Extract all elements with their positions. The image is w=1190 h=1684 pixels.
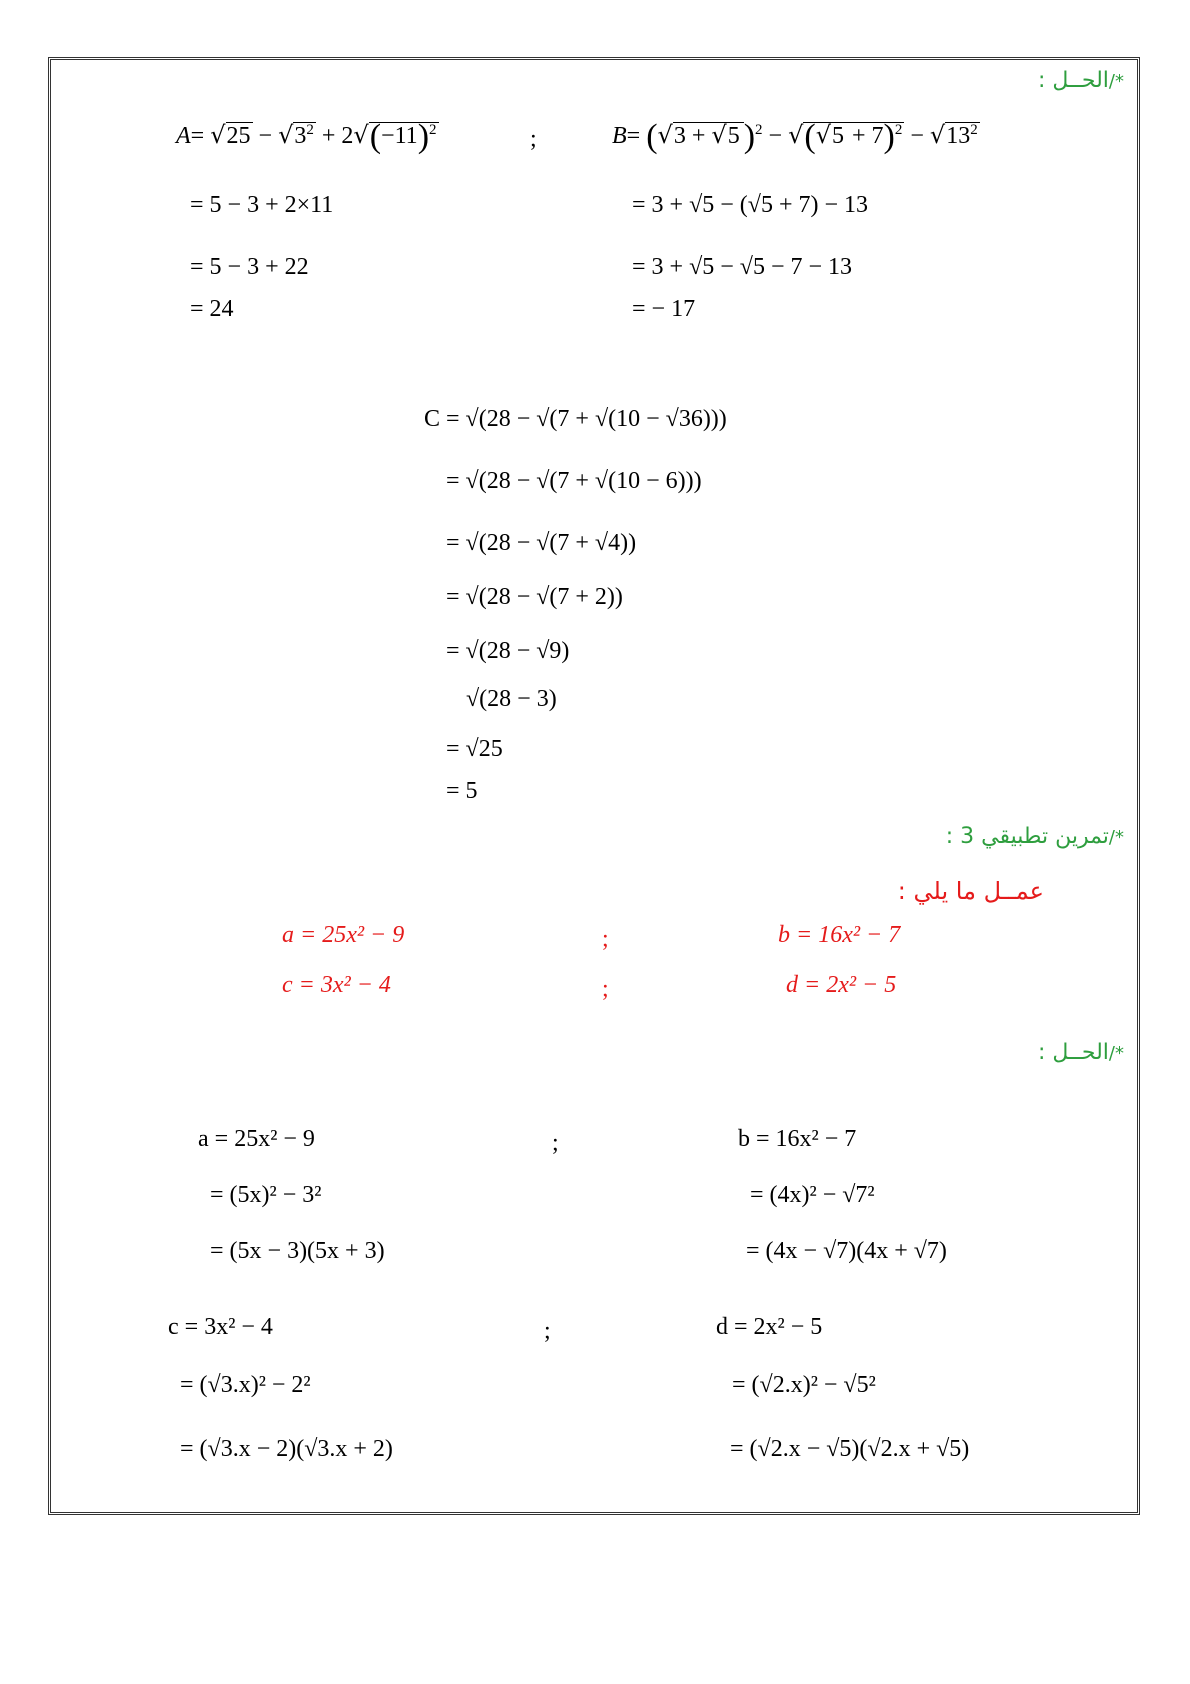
C-step-1: = √(28 − √(7 + √(10 − 6))) <box>446 468 702 494</box>
solution-header-1 <box>1038 66 1124 97</box>
prefix: */ <box>1108 1043 1124 1064</box>
A-step-3: = 24 <box>190 296 234 322</box>
solution-header-2 <box>1038 1038 1124 1069</box>
prefix: */ <box>1108 71 1124 92</box>
exercise-d: d = 2x² − 5 <box>786 972 897 998</box>
exercise-a: a = 25x² − 9 <box>282 922 405 948</box>
C-step-2: = √(28 − √(7 + √4)) <box>446 530 637 556</box>
d-step-2: = (√2.x)² − √5² <box>732 1372 876 1398</box>
exercise-separator-1: ; <box>602 926 609 952</box>
b-step-1: b = 16x² − 7 <box>738 1126 857 1152</box>
a-step-3: = (5x − 3)(5x + 3) <box>210 1238 385 1264</box>
B-step-2: = 3 + √5 − √5 − 7 − 13 <box>632 254 853 280</box>
c-step-1: c = 3x² − 4 <box>168 1314 273 1340</box>
separator: ; <box>530 126 537 152</box>
C-step-7: = 5 <box>446 778 478 804</box>
B-line-1: B= (√3 + √5 )$^2 - √(√5 + 7)^2 - √13^2$ <box>612 118 978 155</box>
A-step-1: = 5 − 3 + 2×11 <box>190 192 334 218</box>
C-step-3: = √(28 − √(7 + 2)) <box>446 584 623 610</box>
separator: ; <box>552 1130 559 1156</box>
d-step-1: d = 2x² − 5 <box>716 1314 823 1340</box>
exercise-c: c = 3x² − 4 <box>282 972 391 998</box>
prefix: */ <box>1108 827 1124 848</box>
C-step-6: = √25 <box>446 736 503 762</box>
c-step-2: = (√3.x)² − 2² <box>180 1372 311 1398</box>
task-header: عمــل ما يلي : <box>897 877 1044 905</box>
exercise-label: تمرين تطبيقي 3 : <box>945 824 1109 849</box>
b-step-3: = (4x − √7)(4x + √7) <box>746 1238 947 1264</box>
B-step-1: = 3 + √5 − (√5 + 7) − 13 <box>632 192 869 218</box>
A-line-1: $A= √25 - √3^2 + 2√(-11)^2$ <box>176 118 437 155</box>
solution-label: الحــل : <box>1037 68 1109 93</box>
C-step-5: √(28 − 3) <box>466 686 557 712</box>
a-step-1: a = 25x² − 9 <box>198 1126 315 1152</box>
d-step-3: = (√2.x − √5)(√2.x + √5) <box>730 1436 970 1462</box>
B-step-3: = − 17 <box>632 296 696 322</box>
c-step-3: = (√3.x − 2)(√3.x + 2) <box>180 1436 393 1462</box>
C-line-1: C = √(28 − √(7 + √(10 − √36))) <box>424 406 727 432</box>
exercise-b: b = 16x² − 7 <box>778 922 901 948</box>
a-step-2: = (5x)² − 3² <box>210 1182 322 1208</box>
separator: ; <box>544 1318 551 1344</box>
exercise-separator-2: ; <box>602 976 609 1002</box>
A-step-2: = 5 − 3 + 22 <box>190 254 309 280</box>
b-step-2: = (4x)² − √7² <box>750 1182 875 1208</box>
solution-label: الحــل : <box>1037 1040 1109 1065</box>
C-step-4: = √(28 − √9) <box>446 638 570 664</box>
exercise-header <box>946 822 1124 853</box>
